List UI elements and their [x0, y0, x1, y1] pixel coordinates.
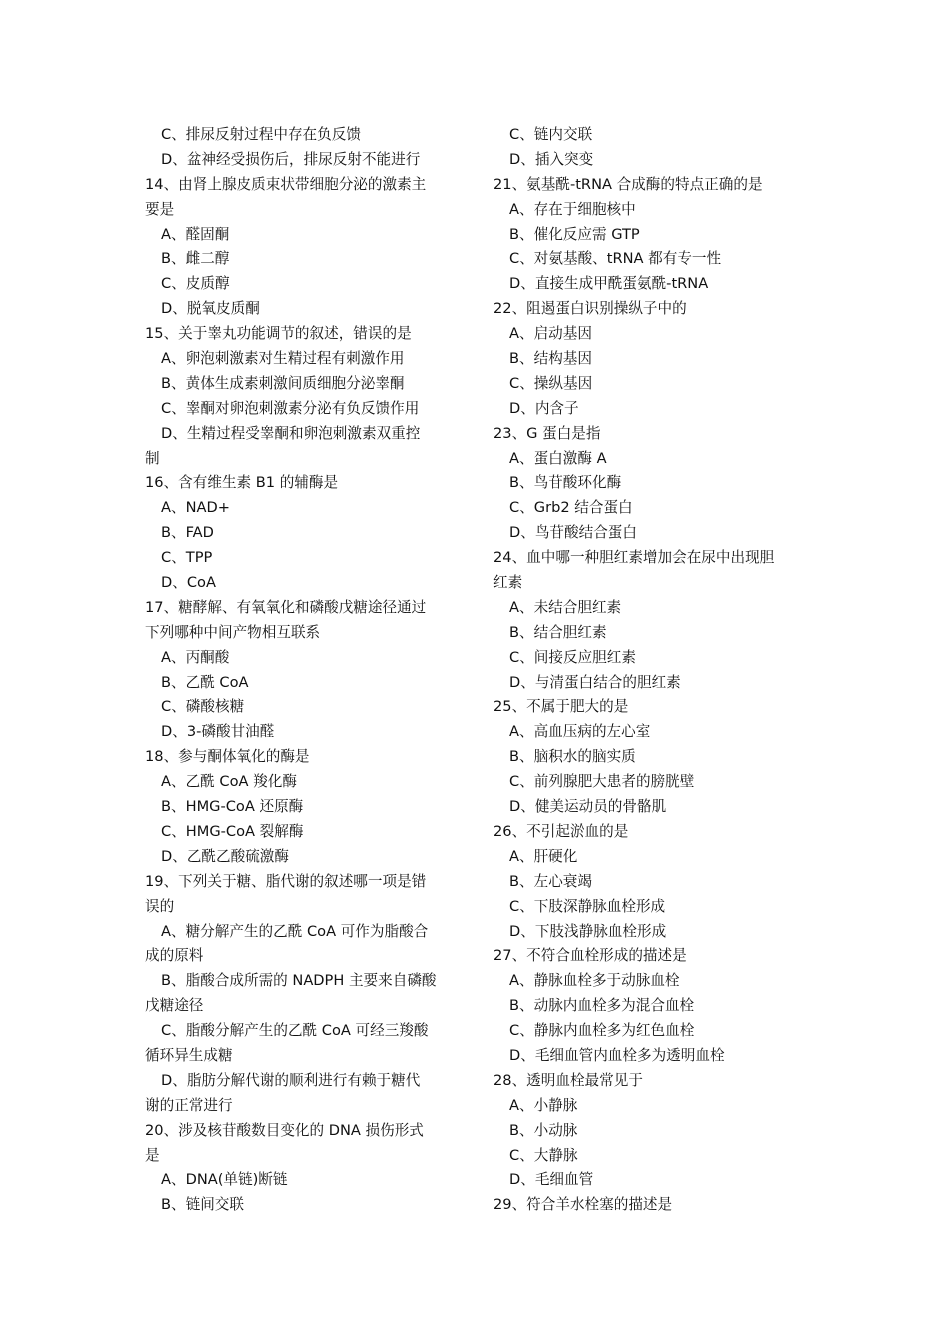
question-text-line: 18、参与酮体氧化的酶是	[145, 748, 310, 766]
answer-option-line: D、健美运动员的骨骼肌	[509, 798, 667, 816]
answer-option-line: C、操纵基因	[509, 374, 593, 392]
answer-option-line: B、HMG-CoA 还原酶	[161, 798, 304, 816]
question-text-line: 成的原料	[145, 947, 204, 965]
answer-option-line: B、雌二醇	[161, 250, 230, 268]
question-text-line: 29、符合羊水栓塞的描述是	[493, 1196, 673, 1214]
answer-option-line: C、磷酸核糖	[161, 698, 245, 716]
answer-option-line: D、直接生成甲酰蛋氨酰-tRNA	[509, 275, 709, 293]
question-text-line: 22、阻遏蛋白识别操纵子中的	[493, 300, 687, 318]
question-text-line: 误的	[145, 897, 175, 915]
answer-option-line: A、DNA(单链)断链	[161, 1171, 288, 1189]
answer-option-line: A、高血压病的左心室	[509, 723, 651, 741]
answer-option-line: D、脂肪分解代谢的顺利进行有赖于糖代	[161, 1071, 421, 1089]
answer-option-line: A、乙酰 CoA 羧化酶	[161, 773, 297, 791]
question-text-line: 14、由肾上腺皮质束状带细胞分泌的激素主	[145, 175, 427, 193]
answer-option-line: C、排尿反射过程中存在负反馈	[161, 126, 361, 143]
answer-option-line: C、静脉内血栓多为红色血栓	[509, 1022, 695, 1040]
left-text-column	[145, 123, 465, 1218]
answer-option-line: B、鸟苷酸环化酶	[509, 474, 622, 492]
answer-option-line: D、盆神经受损伤后，排尿反射不能进行	[161, 150, 421, 168]
answer-option-line: B、动脉内血栓多为混合血栓	[509, 997, 695, 1015]
question-text-line: 19、下列关于糖、脂代谢的叙述哪一项是错	[145, 872, 427, 890]
answer-option-line: B、乙酰 CoA	[161, 673, 249, 691]
question-text-line: 谢的正常进行	[145, 1096, 233, 1114]
answer-option-line: D、3-磷酸甘油醛	[161, 723, 275, 741]
answer-option-line: A、NAD+	[161, 499, 230, 517]
question-text-line: 21、氨基酰-tRNA 合成酶的特点正确的是	[493, 175, 763, 193]
answer-option-line: A、存在于细胞核中	[509, 200, 636, 218]
answer-option-line: C、睾酮对卵泡刺激素分泌有负反馈作用	[161, 399, 420, 417]
answer-option-line: C、HMG-CoA 裂解酶	[161, 822, 304, 840]
question-text-line: 下列哪种中间产物相互联系	[145, 623, 321, 641]
answer-option-line: D、与清蛋白结合的胆红素	[509, 673, 681, 691]
answer-option-line: B、小动脉	[509, 1121, 578, 1139]
question-text-line: 17、糖酵解、有氧氧化和磷酸戊糖途径通过	[145, 598, 427, 616]
question-text-line: 要是	[145, 200, 175, 218]
question-text-line: 27、不符合血栓形成的描述是	[493, 947, 687, 965]
answer-option-line: D、毛细血管	[509, 1171, 594, 1189]
question-text-line: 循环异生成糖	[145, 1046, 233, 1064]
question-text-line: 28、透明血栓最常见于	[493, 1071, 643, 1089]
answer-option-line: A、启动基因	[509, 325, 592, 343]
answer-option-line: A、小静脉	[509, 1096, 578, 1114]
answer-option-line: D、CoA	[161, 574, 216, 592]
answer-option-line: B、催化反应需 GTP	[509, 225, 640, 243]
answer-option-line: C、脂酸分解产生的乙酰 CoA 可经三羧酸	[161, 1022, 429, 1040]
answer-option-line: C、前列腺肥大患者的膀胱壁	[509, 773, 695, 791]
right-text-column	[493, 123, 813, 1218]
answer-option-line: D、插入突变	[509, 150, 594, 168]
answer-option-line: C、间接反应胆红素	[509, 648, 636, 666]
answer-option-line: A、卵泡刺激素对生精过程有刺激作用	[161, 350, 405, 368]
answer-option-line: C、下肢深静脉血栓形成	[509, 897, 666, 915]
answer-option-line: D、乙酰乙酸硫激酶	[161, 847, 289, 865]
answer-option-line: A、肝硬化	[509, 847, 578, 865]
question-text-line: 制	[145, 449, 160, 467]
answer-option-line: C、皮质醇	[161, 275, 230, 293]
answer-option-line: C、对氨基酸、tRNA 都有专一性	[509, 250, 722, 268]
answer-option-line: A、醛固酮	[161, 225, 230, 243]
answer-option-line: B、FAD	[161, 524, 214, 542]
answer-option-line: D、脱氧皮质酮	[161, 300, 260, 318]
answer-option-line: B、脂酸合成所需的 NADPH 主要来自磷酸	[161, 972, 437, 990]
answer-option-line: D、内含子	[509, 399, 579, 417]
question-text-line: 23、G 蛋白是指	[493, 424, 601, 442]
answer-option-line: D、毛细血管内血栓多为透明血栓	[509, 1046, 725, 1064]
answer-option-line: D、下肢浅静脉血栓形成	[509, 922, 667, 940]
answer-option-line: B、结合胆红素	[509, 623, 607, 641]
answer-option-line: A、糖分解产生的乙酰 CoA 可作为脂酸合	[161, 922, 429, 940]
answer-option-line: C、Grb2 结合蛋白	[509, 499, 633, 517]
answer-option-line: A、静脉血栓多于动脉血栓	[509, 972, 680, 990]
answer-option-line: B、黄体生成素刺激间质细胞分泌睾酮	[161, 374, 405, 392]
answer-option-line: C、大静脉	[509, 1146, 578, 1164]
answer-option-line: B、结构基因	[509, 350, 592, 368]
answer-option-line: A、蛋白激酶 A	[509, 449, 607, 467]
answer-option-line: C、TPP	[161, 549, 213, 567]
answer-option-line: C、链内交联	[509, 126, 593, 143]
answer-option-line: D、鸟苷酸结合蛋白	[509, 524, 637, 542]
question-text-line: 戊糖途径	[145, 997, 204, 1015]
question-text-line: 24、血中哪一种胆红素增加会在尿中出现胆	[493, 549, 775, 567]
answer-option-line: B、链间交联	[161, 1196, 244, 1214]
question-text-line: 16、含有维生素 B1 的辅酶是	[145, 474, 339, 492]
answer-option-line: A、丙酮酸	[161, 648, 230, 666]
answer-option-line: D、生精过程受睾酮和卵泡刺激素双重控	[161, 424, 421, 442]
question-text-line: 20、涉及核苷酸数目变化的 DNA 损伤形式	[145, 1121, 424, 1139]
question-text-line: 红素	[493, 574, 523, 592]
question-text-line: 25、不属于肥大的是	[493, 698, 629, 716]
question-text-line: 15、关于睾丸功能调节的叙述，错误的是	[145, 325, 412, 343]
answer-option-line: B、脑积水的脑实质	[509, 748, 636, 766]
answer-option-line: A、未结合胆红素	[509, 598, 622, 616]
answer-option-line: B、左心衰竭	[509, 872, 592, 890]
question-text-line: 是	[145, 1146, 160, 1164]
question-text-line: 26、不引起淤血的是	[493, 822, 629, 840]
